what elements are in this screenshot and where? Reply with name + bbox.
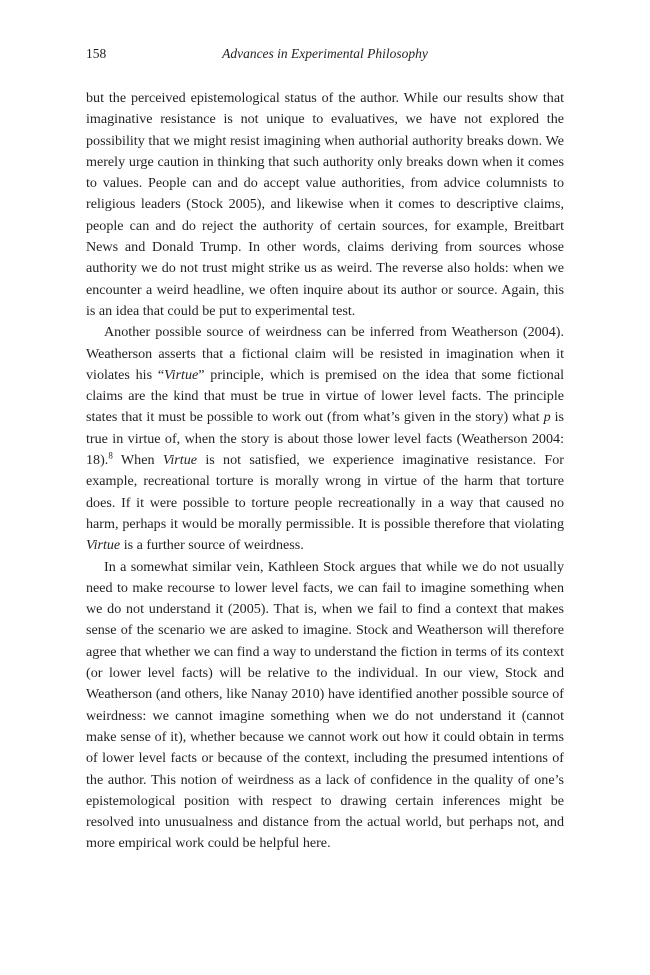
page-number: 158 bbox=[86, 46, 107, 61]
paragraph-2-text: Another possible source of weirdness can be inferred from Weatherson (2004). Weatherson asserts that a fictional claim will be resisted in imagination when it violates his “ bbox=[86, 324, 564, 383]
virtue-term: Virtue bbox=[162, 452, 198, 469]
variable-p: p bbox=[543, 409, 551, 426]
running-head bbox=[86, 45, 564, 63]
paragraph-3: In a somewhat similar vein, Kathleen Stock argues that while we do not usually need to make recourse to lower level facts, we can fail to imagine something when we do not understand it (2005). That is, when we fail to find a context that makes sense of the scenario we are asked to imagine. Stock and Weatherson will therefore agree that whether we can find a way to understand the fiction in terms of its context (or lower level facts) will be relative to the individual. In our view, Stock and Weatherson (and others, like Nanay 2010) have identified another possible source of weirdness: we cannot imagine something when we do not understand it (cannot make sense of it), whether because we cannot work out how it could obtain in terms of lower level facts or because of the context, including the presumed intentions of the author. This notion of weirdness as a lack of confidence in the quality of one’s epistemological position with respect to drawing certain inferences might be resolved into unusualness and distance from the actual world, but perhaps not, and more empirical work could be helpful here. bbox=[86, 558, 564, 852]
paragraph-2-text: is true in virtue of, when the story is about those lower level facts (Weatherson 2004: 18). bbox=[86, 409, 564, 469]
paragraph-2-text: is a further source of weirdness. bbox=[120, 537, 304, 554]
paragraph-2 bbox=[86, 322, 564, 556]
body-text bbox=[86, 88, 564, 855]
paragraph-2-text: When bbox=[112, 452, 163, 469]
paragraph-2-text: is not satisfied, we experience imaginative resistance. For example, recreational torture is morally wrong in virtue of the harm that torture does. If it were possible to torture people recreationally in a way that caused no harm, perhaps it would be morally permissible. It is possible therefore that violating bbox=[86, 452, 564, 532]
running-title: Advances in Experimental Philosophy bbox=[222, 46, 428, 61]
paragraph-1: but the perceived epistemological status of the author. While our results show that imaginative resistance is not unique to evaluatives, we have not explored the possibility that we might resist imagining when authorial authority breaks down. We merely urge caution in thinking that such authority only breaks down when it comes to values. People can and do accept value authorities, from advice columnists to religious leaders (Stock 2005), and likewise when it comes to descriptive claims, people can and do reject the authority of certain sources, for example, Breitbart News and Donald Trump. In other words, claims deriving from sources whose authority we do not trust might strike us as weird. The reverse also holds: when we encounter a weird headline, we often inquire about its author or source. Again, this is an idea that could be put to experimental test. bbox=[86, 90, 564, 319]
virtue-term: Virtue bbox=[86, 537, 121, 554]
footnote-reference[interactable]: 8 bbox=[108, 450, 113, 461]
paragraph-2-text: ” principle, which is premised on the idea that some fictional claims are the kind that must be true in virtue of lower level facts. The principle states that it must be possible to work out (from what’s given in the story) what bbox=[86, 366, 564, 426]
virtue-term: Virtue bbox=[164, 366, 199, 383]
